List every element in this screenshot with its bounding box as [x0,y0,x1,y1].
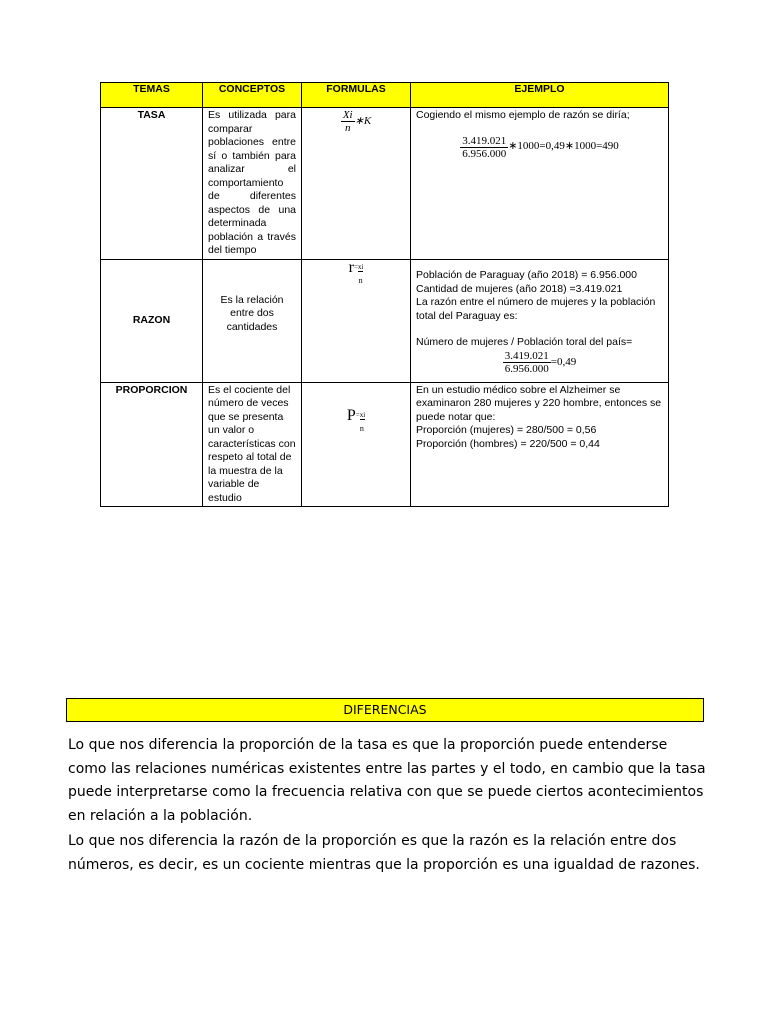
ejemplo-line: La razón entre el número de mujeres y la población total del Paraguay es: [416,296,656,322]
diferencias-paragraph-2: Lo que nos diferencia la razón de la proporción es que la razón es la relación entre dos números, es decir, es un cociente mientras que la proporción es una igualdad de razones. [68,833,700,873]
ejemplo-cell [411,382,669,507]
formula-equals: = [353,262,358,271]
ejemplo-cell [411,108,669,260]
header-conceptos: CONCEPTOS [203,83,302,108]
equation-rest: ∗1000=0,49∗1000=490 [508,140,619,153]
ejemplo-equation [416,135,663,160]
formula-cell [302,259,411,382]
formula-cell [302,108,411,260]
diferencias-heading: DIFERENCIAS [66,698,704,722]
ejemplo-line: Número de mujeres / Población toral del país= [416,336,633,349]
ejemplo-cell [411,259,669,382]
formula-symbol: r [348,258,354,276]
concepts-table [100,82,669,507]
ejemplo-line: Proporción (mujeres) = 280/500 = 0,56 [416,424,597,436]
concepto-text: Es la relación entre dos cantidades [220,293,284,333]
formula-cell [302,382,411,507]
table-row [101,108,669,260]
concepto-cell [203,259,302,382]
header-ejemplo: EJEMPLO [411,83,669,108]
tema-cell: RAZON [101,259,203,382]
ejemplo-equation [416,350,663,375]
concepto-cell: Es el cociente del número de veces que se presenta un valor o características con respeto al total de la muestra de la variable de estudio [203,382,302,507]
concepto-cell: Es utilizada para comparar poblaciones entre sí o también para analizar el comportamiento de diferentes aspectos de una determinada población a través del tiempo [203,108,302,260]
formula-expression [348,258,364,288]
header-formulas: FORMULAS [302,83,411,108]
formula-denominator: n [358,276,363,285]
ejemplo-text: En un estudio médico sobre el Alzheimer se examinaron 280 mujeres y 220 hombre, entonces se puede notar que: [416,383,662,423]
formula-tiny-fraction: xi [357,262,364,271]
formula-expression [346,406,366,436]
header-temas: TEMAS [101,83,203,108]
ejemplo-line: Población de Paraguay (año 2018) = 6.956.000 [416,269,637,282]
equation-rest: =0,49 [550,355,577,368]
table-row [101,382,669,507]
table-row [101,259,669,382]
ejemplo-intro: Cogiendo el mismo ejemplo de razón se diría; [416,109,630,121]
tema-cell: PROPORCION [101,382,203,507]
formula-fraction: $\frac{Xi}{n}$ [342,109,353,134]
formula-symbol: P [346,406,356,424]
equation-fraction: $\frac{3.419.021}{6.956.000}$ [462,134,507,160]
diferencias-paragraph-1: Lo que nos diferencia la proporción de la tasa es que la proporción puede entenderse como las relaciones numéricas existentes entre las partes y el todo, en cambio que la tasa puede interpretarse como la frecuencia relativa con que se puede ciertos acontecimientos en relación a la población. [68,737,706,824]
ejemplo-line: Proporción (hombres) = 220/500 = 0,44 [416,437,600,450]
table-header-row [101,83,669,108]
ejemplo-line: Cantidad de mujeres (año 2018) =3.419.021 [416,282,623,295]
formula-equals: = [355,410,360,419]
formula-tiny-fraction: xi [359,410,366,419]
formula-denominator: n [359,424,364,433]
formula-multiplier: ∗K [354,114,372,127]
tema-cell: TASA [101,108,203,260]
equation-fraction: $\frac{3.419.021}{6.956.000}$ [504,349,549,375]
